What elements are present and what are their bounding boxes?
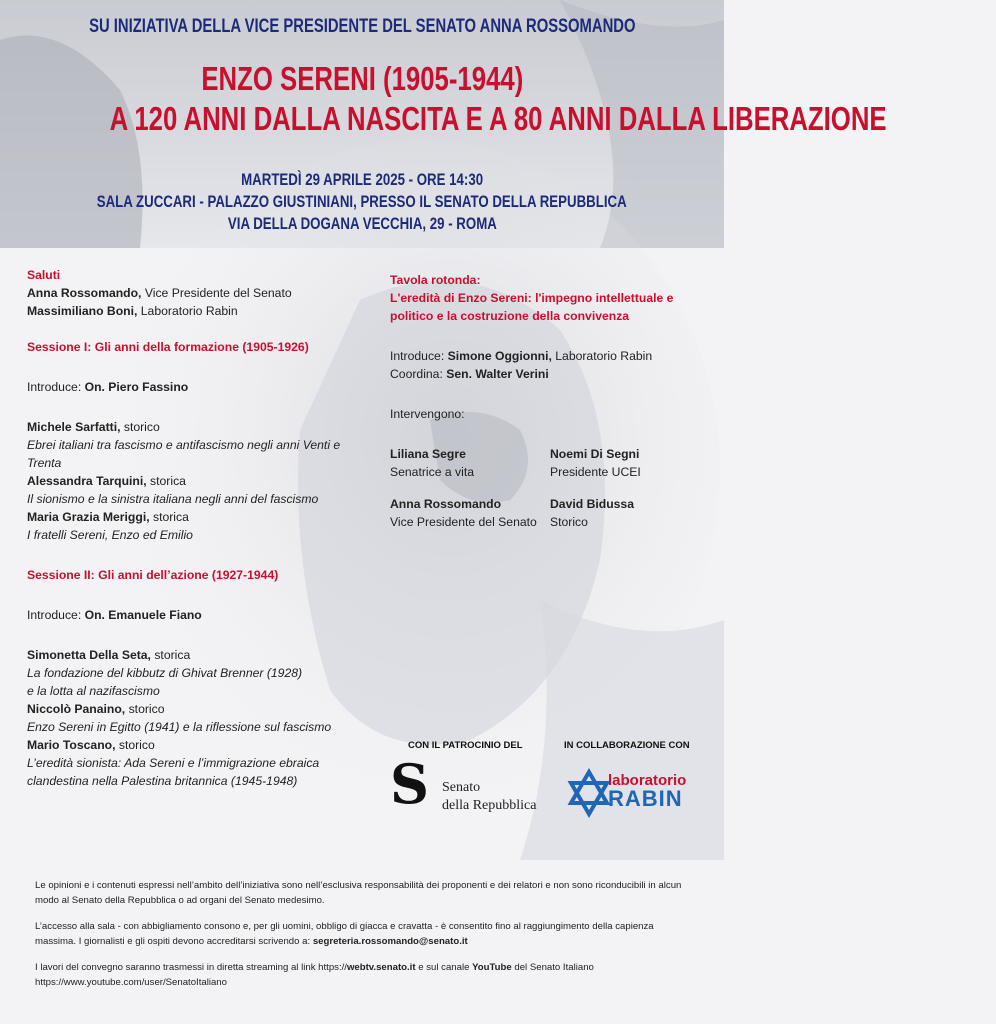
speaker-role: Senatrice a vita [390, 465, 475, 479]
accreditation-email-link[interactable]: segreteria.rossomando@senato.it [312, 936, 468, 947]
roundtable-heading: Tavola rotonda: [390, 273, 481, 287]
event-header [0, 0, 887, 245]
access-text: L’accesso alla sala - con abbigliamento consono e, per gli uomini, obbligo di giacca e cravatta - è consentito fino al raggiungimento della capienza massima. I giornalisti e gli ospiti devono accreditarsi scrivendo a: segreteria.rossomando@senato.it [35, 921, 654, 947]
roundtable-column [390, 271, 710, 531]
session2-heading: Sessione II: Gli anni dell’azione (1927-1944) [27, 568, 279, 582]
speaker-name: Anna Rossomando [390, 497, 502, 511]
disclaimer-text: Le opinioni e i contenuti espressi nell’ambito dell’iniziativa sono nell’esclusiva responsabilità dei proponenti e dei relatori e non sono riconducibili in alcun modo al Senato della Repubblica o ad organi del Senato medesimo. [35, 880, 682, 906]
senate-logo-line2: della Repubblica [442, 798, 537, 813]
talk-title: Ebrei italiani tra fascismo e antifascismo negli anni Venti e Trenta [27, 438, 341, 470]
senate-logo [390, 752, 560, 816]
event-title: ENZO SERENI (1905-1944) [201, 60, 523, 97]
speaker-line: Anna Rossomando, Vice Presidente del Senato [27, 286, 292, 300]
rabin-logo [568, 768, 708, 818]
speaker-role: Vice Presidente del Senato [390, 515, 537, 529]
speaker-role: Presidente UCEI [550, 465, 641, 479]
streaming-text: I lavori del convegno saranno trasmessi in diretta streaming al link https://webtv.senato.it e sul canale YouTube del Senato Italiano https://www.youtube.com/user/SenatoItaliano [35, 962, 594, 988]
initiative-line: SU INIZIATIVA DELLA VICE PRESIDENTE DEL SENATO ANNA ROSSOMANDO [88, 16, 636, 37]
speaker-name: Noemi Di Segni [550, 447, 640, 461]
senate-logo-line1: Senato [442, 780, 481, 795]
event-address: VIA DELLA DOGANA VECCHIA, 29 - ROMA [227, 214, 497, 233]
event-date: MARTEDÌ 29 APRILE 2025 - ORE 14:30 [241, 170, 483, 189]
speaker-line: Simonetta Della Seta, storica [27, 648, 191, 662]
speaker-role: Storico [550, 515, 588, 529]
youtube-channel-link[interactable]: YouTube [472, 962, 512, 973]
program-left-column [27, 266, 372, 790]
speaker-line: Michele Sarfatti, storico [27, 420, 160, 434]
event-subtitle: A 120 ANNI DALLA NASCITA E A 80 ANNI DALLA LIBERAZIONE [109, 100, 887, 137]
rabin-logo-line2: RABIN [608, 786, 683, 811]
star-of-david-icon [568, 770, 610, 816]
talk-title: La fondazione del kibbutz di Ghivat Brenner (1928) [27, 666, 303, 680]
webtv-link[interactable]: webtv.senato.it [346, 962, 416, 973]
session1-intro: Introduce: On. Piero Fassino [27, 380, 189, 394]
youtube-url-link[interactable]: https://www.youtube.com/user/SenatoItaliano [35, 977, 227, 988]
speaker-line: Niccolò Panaino, storico [27, 702, 165, 716]
talk-title: L’eredità sionista: Ada Sereni e l’immigrazione ebraica clandestina nella Palestina britannica (1945-1948) [27, 756, 320, 788]
talk-title: Enzo Sereni in Egitto (1941) e la riflessione sul fascismo [27, 720, 332, 734]
speaker-name: Liliana Segre [390, 447, 466, 461]
talk-title: e la lotta al nazifascismo [27, 684, 160, 698]
speakers-row [390, 445, 710, 481]
event-venue: SALA ZUCCARI - PALAZZO GIUSTINIANI, PRESSO IL SENATO DELLA REPUBBLICA [97, 192, 627, 211]
speakers-row [390, 495, 710, 531]
rabin-logo-line1: laboratorio [608, 772, 687, 789]
speaker-name: David Bidussa [550, 497, 634, 511]
roundtable-intro: Introduce: Simone Oggionni, Laboratorio Rabin [390, 349, 653, 363]
senate-emblem-icon: S [390, 752, 429, 816]
talk-title: Il sionismo e la sinistra italiana negli anni del fascismo [27, 492, 319, 506]
speaker-line: Maria Grazia Meriggi, storica [27, 510, 189, 524]
speaker-line: Mario Toscano, storico [27, 738, 155, 752]
talk-title: I fratelli Sereni, Enzo ed Emilio [27, 528, 193, 542]
speakers-label: Intervengono: [390, 407, 465, 421]
roundtable-subtitle: L'eredità di Enzo Sereni: l'impegno intellettuale e politico e la costruzione della convivenza [390, 291, 674, 323]
session1-heading: Sessione I: Gli anni della formazione (1905-1926) [27, 340, 309, 354]
footer-notes [35, 878, 695, 990]
roundtable-coordinator: Coordina: Sen. Walter Verini [390, 367, 549, 381]
saluti-heading: Saluti [27, 268, 61, 282]
session2-intro: Introduce: On. Emanuele Fiano [27, 608, 202, 622]
speaker-line: Alessandra Tarquini, storica [27, 474, 186, 488]
speaker-line: Massimiliano Boni, Laboratorio Rabin [27, 304, 238, 318]
collaboration-label: IN COLLABORAZIONE CON [564, 740, 690, 751]
patronage-label: CON IL PATROCINIO DEL [408, 740, 523, 751]
